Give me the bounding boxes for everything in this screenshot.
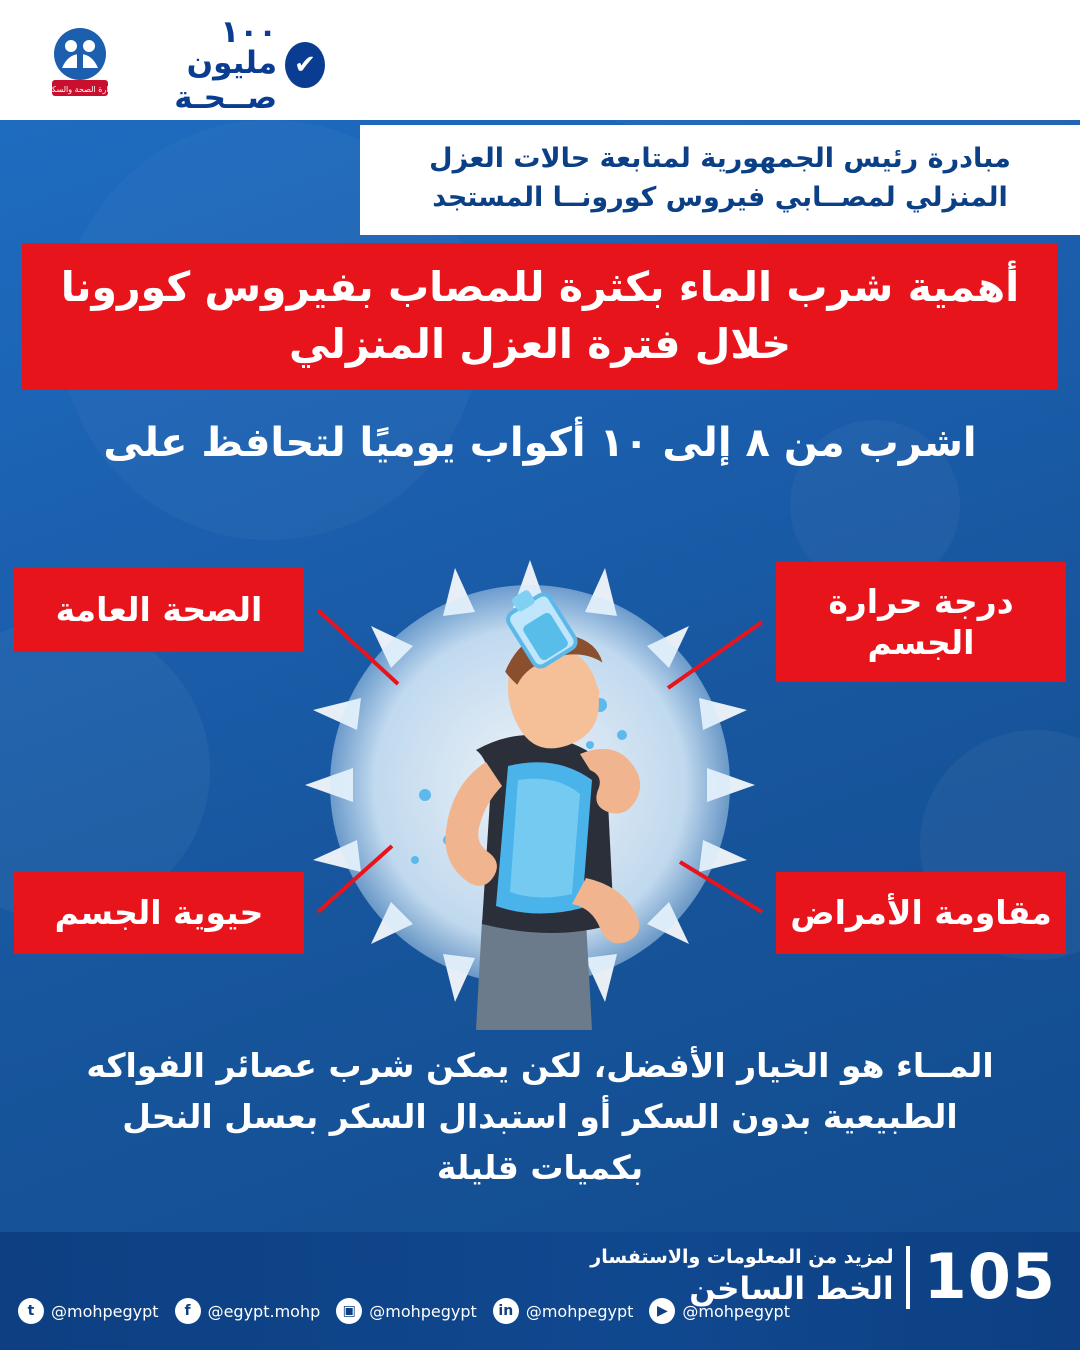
hotline-title: الخط الساخن [689, 1270, 894, 1307]
benefit-label-general-health: الصحة العامة [14, 568, 304, 652]
check-icon: ✔ [285, 42, 325, 88]
advice-paragraph [70, 1040, 1010, 1193]
social-link-youtube[interactable] [649, 1298, 790, 1324]
footer-bar [0, 1232, 1080, 1350]
social-link-linkedin[interactable] [493, 1298, 634, 1324]
social-handle: @egypt.mohp [207, 1301, 321, 1321]
facebook-icon: f [175, 1298, 201, 1324]
social-handle: @mohpegypt [369, 1301, 477, 1321]
initiative-title: مبادرة رئيس الجمهورية لمتابعة حالات العزل المنزلي لمصــابي فيروس كورونــا المستجد [360, 125, 1080, 235]
social-links [18, 1298, 790, 1324]
instagram-icon: ▣ [336, 1298, 362, 1324]
instruction-text: اشرب من ٨ إلى ١٠ أكواب يوميًا لتحافظ على [103, 420, 977, 466]
hotline-subtitle: لمزيد من المعلومات والاستفسار [590, 1246, 894, 1268]
svg-text:وزارة الصحة والسكان: وزارة الصحة والسكان [43, 85, 117, 94]
advice-paragraph-rest: لكن يمكن شرب عصائر الفواكه الطبيعية بدون السكر أو استبدال السكر بعسل النحل بكميات قليلة [86, 1046, 958, 1188]
social-handle: @mohpegypt [51, 1301, 159, 1321]
benefit-label-disease-resistance: مقاومة الأمراض [776, 872, 1066, 954]
social-link-twitter[interactable] [18, 1298, 159, 1324]
linkedin-icon: in [493, 1298, 519, 1324]
advice-paragraph-bold: المــاء هو الخيار الأفضل، [593, 1046, 994, 1085]
youtube-icon: ▶ [649, 1298, 675, 1324]
twitter-icon: t [18, 1298, 44, 1324]
social-link-instagram[interactable] [336, 1298, 477, 1324]
campaign-logo-line1: ١٠٠ مليون [186, 13, 278, 81]
social-link-facebook[interactable] [175, 1298, 321, 1324]
benefit-label-body-temperature: درجة حرارة الجسم [776, 562, 1066, 682]
social-handle: @mohpegypt [525, 1301, 634, 1321]
campaign-logo-line2: صــحـة [174, 79, 278, 116]
benefit-label-body-vitality: حيوية الجسم [14, 872, 304, 954]
page-title: أهمية شرب الماء بكثرة للمصاب بفيروس كورونا خلال فترة العزل المنزلي [22, 243, 1058, 390]
hotline-number: 105 [923, 1240, 1056, 1314]
social-handle: @mohpegypt [682, 1301, 790, 1321]
